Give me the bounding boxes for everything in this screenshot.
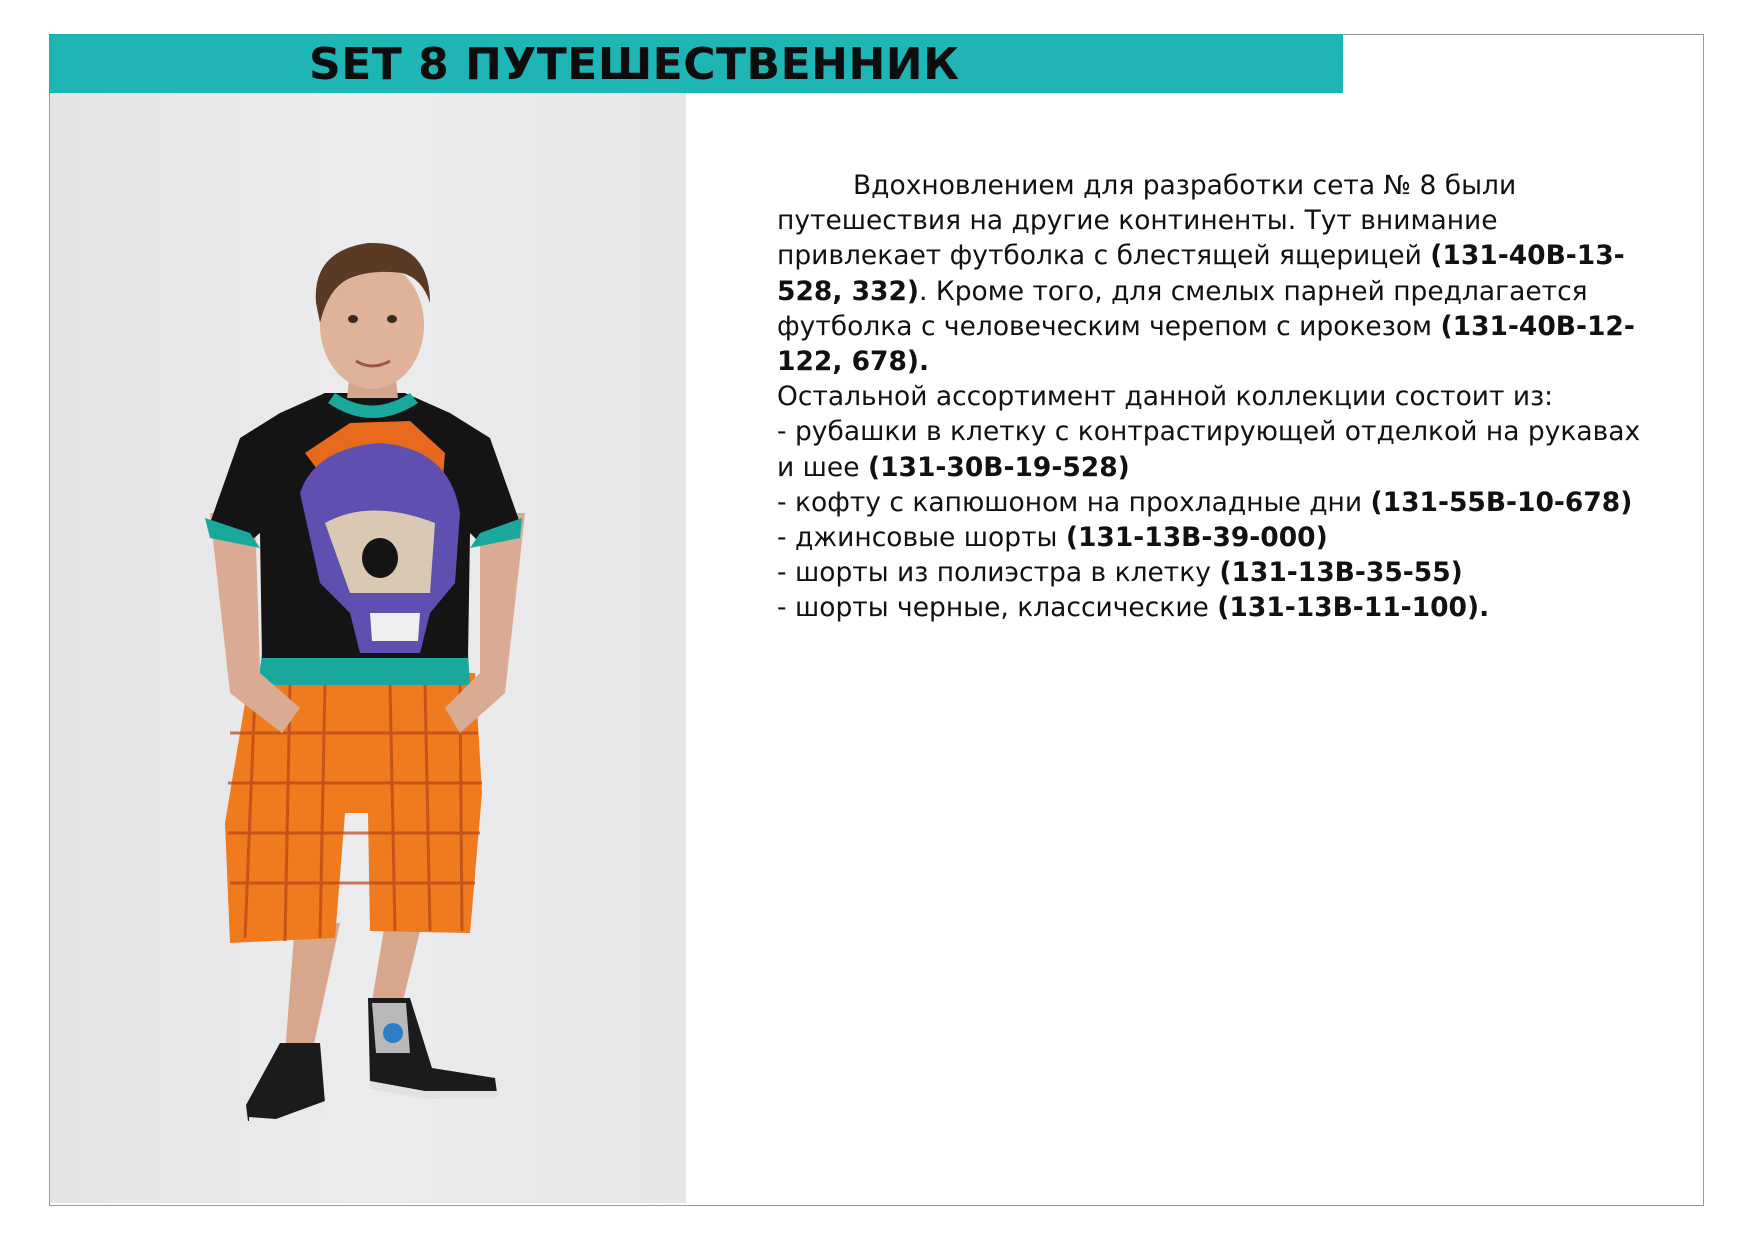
intro-paragraph — [777, 168, 1657, 379]
left-eye — [348, 315, 358, 323]
intro-text-2: . Кроме того, для смелых парней предлагается футболка с человеческим черепом с ирокезом — [777, 275, 1588, 342]
item-code: (131-13В-39-000) — [1065, 522, 1328, 554]
item-text: - кофту с капюшоном на прохладные дни — [777, 486, 1363, 518]
item-text: - рубашки в клетку с контрастирующей отделкой на рукавах и шее — [777, 416, 1641, 483]
item-code: (131-55В-10-678) — [1370, 486, 1633, 518]
list-item — [777, 555, 1657, 590]
list-item — [777, 485, 1657, 520]
description-block — [777, 168, 1657, 626]
item-text: - джинсовые шорты — [777, 522, 1058, 554]
item-code: (131-13В-35-55) — [1219, 557, 1463, 589]
skull-teeth — [370, 613, 420, 641]
left-leg — [285, 923, 340, 1053]
sneaker-badge — [383, 1023, 403, 1043]
item-code: (131-13В-11-100). — [1217, 592, 1490, 624]
item-code: (131-30В-19-528) — [867, 451, 1130, 483]
title-bar — [49, 34, 1343, 93]
list-item — [777, 520, 1657, 555]
product-code-1: (131-40В-13-528, 332) — [777, 240, 1625, 307]
list-item — [777, 414, 1657, 484]
skull-eye — [362, 538, 398, 578]
model-photo — [50, 93, 686, 1203]
boy-illustration — [50, 93, 686, 1203]
intro-text-1: Вдохновлением для разработки сета № 8 были путешествия на другие континенты. Тут внимание привлекает футболка с блестящей ящерицей — [777, 170, 1517, 272]
list-item — [777, 590, 1657, 625]
item-text: - шорты черные, классические — [777, 592, 1209, 624]
item-text: - шорты из полиэстра в клетку — [777, 557, 1211, 589]
product-code-2: (131-40В-12-122, 678). — [777, 310, 1635, 378]
right-eye — [387, 315, 397, 323]
page-title: SET 8 ПУТЕШЕСТВЕННИК — [309, 39, 960, 90]
assortment-heading: Остальной ассортимент данной коллекции состоит из: — [777, 381, 1554, 413]
